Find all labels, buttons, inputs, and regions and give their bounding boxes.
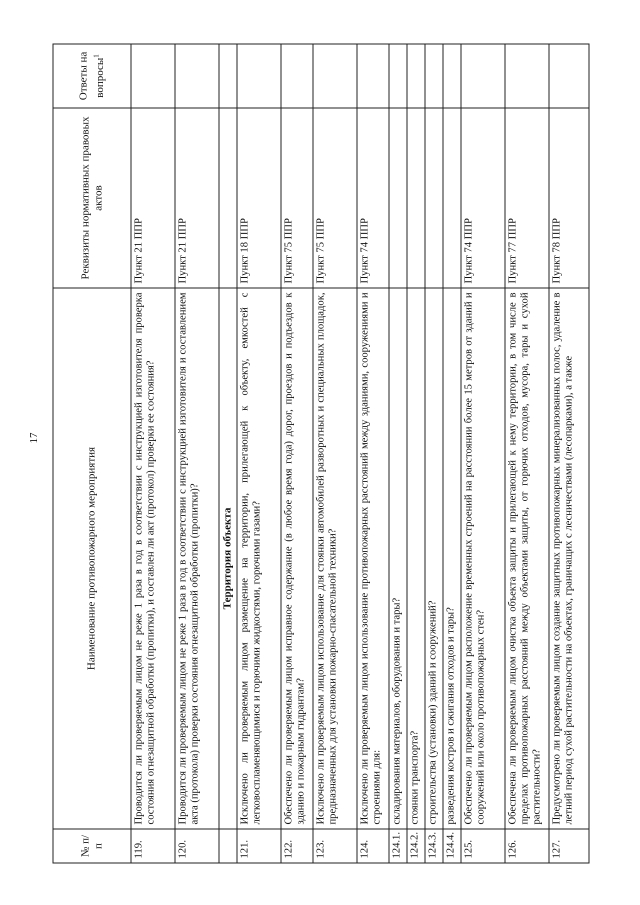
row-number: 127. [549, 829, 589, 863]
row-answer[interactable] [281, 44, 313, 108]
table-row [175, 44, 219, 863]
table-row [281, 44, 313, 863]
header-ans-text: Ответы на вопросы [77, 51, 106, 100]
table-row [131, 44, 175, 863]
rotated-page [53, 43, 588, 863]
row-answer[interactable] [505, 44, 549, 108]
subrow-answer[interactable] [425, 44, 443, 108]
table-subrow [389, 44, 407, 863]
subrow-answer[interactable] [443, 44, 461, 108]
subrow-number: 124.4. [443, 829, 461, 863]
row-number: 123. [313, 829, 357, 863]
header-req: Реквизиты нормативных правовых актов [53, 108, 131, 288]
subrow-text: разведения костров и сжигания отходов и тары? [443, 288, 461, 829]
subrow-requisite [443, 108, 461, 288]
table-subrow [443, 44, 461, 863]
table-subrow [425, 44, 443, 863]
row-number: 126. [505, 829, 549, 863]
row-text: Исключено ли проверяемым лицом использование для стоянки автомобилей разворотных и специальных площадок, предназначенных для установки пожарно-спасательной техники? [313, 288, 357, 829]
row-number: 125. [461, 829, 505, 863]
section-row [219, 44, 237, 863]
row-answer[interactable] [175, 44, 219, 108]
row-text: Обеспечено ли проверяемым лицом исправное содержание (в любое время года) дорог, проездов и подъездов к зданию и пожарным гидрантам? [281, 288, 313, 829]
header-ans [53, 44, 131, 108]
row-text: Исключено ли проверяемым лицом использование противопожарных расстояний между зданиями, сооружениями и строениями для: [357, 288, 389, 829]
row-requisite: Пункт 74 ППР [357, 108, 389, 288]
row-number: 124. [357, 829, 389, 863]
row-text: Предусмотрено ли проверяемым лицом создание защитных противопожарных минерализованных полос, удаление в летний период сухой растительности на объектах, граничащих с лесничествами (лесопарками), а также [549, 288, 589, 829]
subrow-text: складирования материалов, оборудования и тары? [389, 288, 407, 829]
row-requisite: Пункт 21 ППР [175, 108, 219, 288]
subrow-number: 124.2. [407, 829, 425, 863]
table-row [357, 44, 389, 863]
subrow-answer[interactable] [407, 44, 425, 108]
subrow-number: 124.3. [425, 829, 443, 863]
table-row [549, 44, 589, 863]
row-requisite: Пункт 75 ППР [313, 108, 357, 288]
row-requisite: Пункт 74 ППР [461, 108, 505, 288]
table-row [313, 44, 357, 863]
row-number: 120. [175, 829, 219, 863]
table-row [461, 44, 505, 863]
subrow-answer[interactable] [389, 44, 407, 108]
row-text: Обеспечена ли проверяемым лицом очистка объекта защиты и прилегающей к нему территории, в том числе в пределах противопожарных расстояний между объектами защиты, от горючих отходов, мусора, тары и сухой растительности? [505, 288, 549, 829]
row-number: 119. [131, 829, 175, 863]
subrow-text: стоянки транспорта? [407, 288, 425, 829]
row-requisite: Пункт 78 ППР [549, 108, 589, 288]
row-text: Проводится ли проверяемым лицом не реже 1 раза в год в соответствии с инструкцией изготовителя проверка состояния огнезащитной обработки (пропитки), и составлен ли акт (протокол) проверки ее состояния? [131, 288, 175, 829]
row-requisite: Пункт 77 ППР [505, 108, 549, 288]
row-answer[interactable] [313, 44, 357, 108]
row-text: Обеспечено ли проверяемым лицом расположение временных строений на расстоянии более 15 метров от зданий и сооружений или около противопожарных стен? [461, 288, 505, 829]
subrow-number: 124.1. [389, 829, 407, 863]
row-number: 121. [237, 829, 281, 863]
row-answer[interactable] [237, 44, 281, 108]
row-answer[interactable] [131, 44, 175, 108]
row-requisite: Пункт 75 ППР [281, 108, 313, 288]
row-text: Исключено ли проверяемым лицом размещение на территории, прилегающей к объекту, емкостей с легковоспламеняющимися и горючими жидкостями, горючими газами? [237, 288, 281, 829]
row-answer[interactable] [461, 44, 505, 108]
section-title: Территория объекта [219, 288, 237, 829]
section-req-cell [219, 108, 237, 288]
row-answer[interactable] [549, 44, 589, 108]
row-requisite: Пункт 18 ППР [237, 108, 281, 288]
header-num: № п/п [53, 829, 131, 863]
subrow-requisite [389, 108, 407, 288]
table-header [53, 44, 131, 863]
header-name: Наименование противопожарного мероприятия [53, 288, 131, 829]
section-ans-cell [219, 44, 237, 108]
checklist-table [53, 43, 590, 863]
row-requisite: Пункт 21 ППР [131, 108, 175, 288]
table-subrow [407, 44, 425, 863]
subrow-requisite [407, 108, 425, 288]
row-number: 122. [281, 829, 313, 863]
row-answer[interactable] [357, 44, 389, 108]
table-row [237, 44, 281, 863]
row-text: Проводится ли проверяемым лицом не реже 1 раза в год в соответствии с инструкцией изготовителя и составлением акта (протокола) проверки состояния огнезащитной обработки (пропитки)? [175, 288, 219, 829]
section-num-cell [219, 829, 237, 863]
footnote-mark: 1 [92, 53, 101, 58]
subrow-requisite [425, 108, 443, 288]
table-row [505, 44, 549, 863]
page-number: 17 [28, 432, 40, 444]
subrow-text: строительства (установки) зданий и сооружений? [425, 288, 443, 829]
